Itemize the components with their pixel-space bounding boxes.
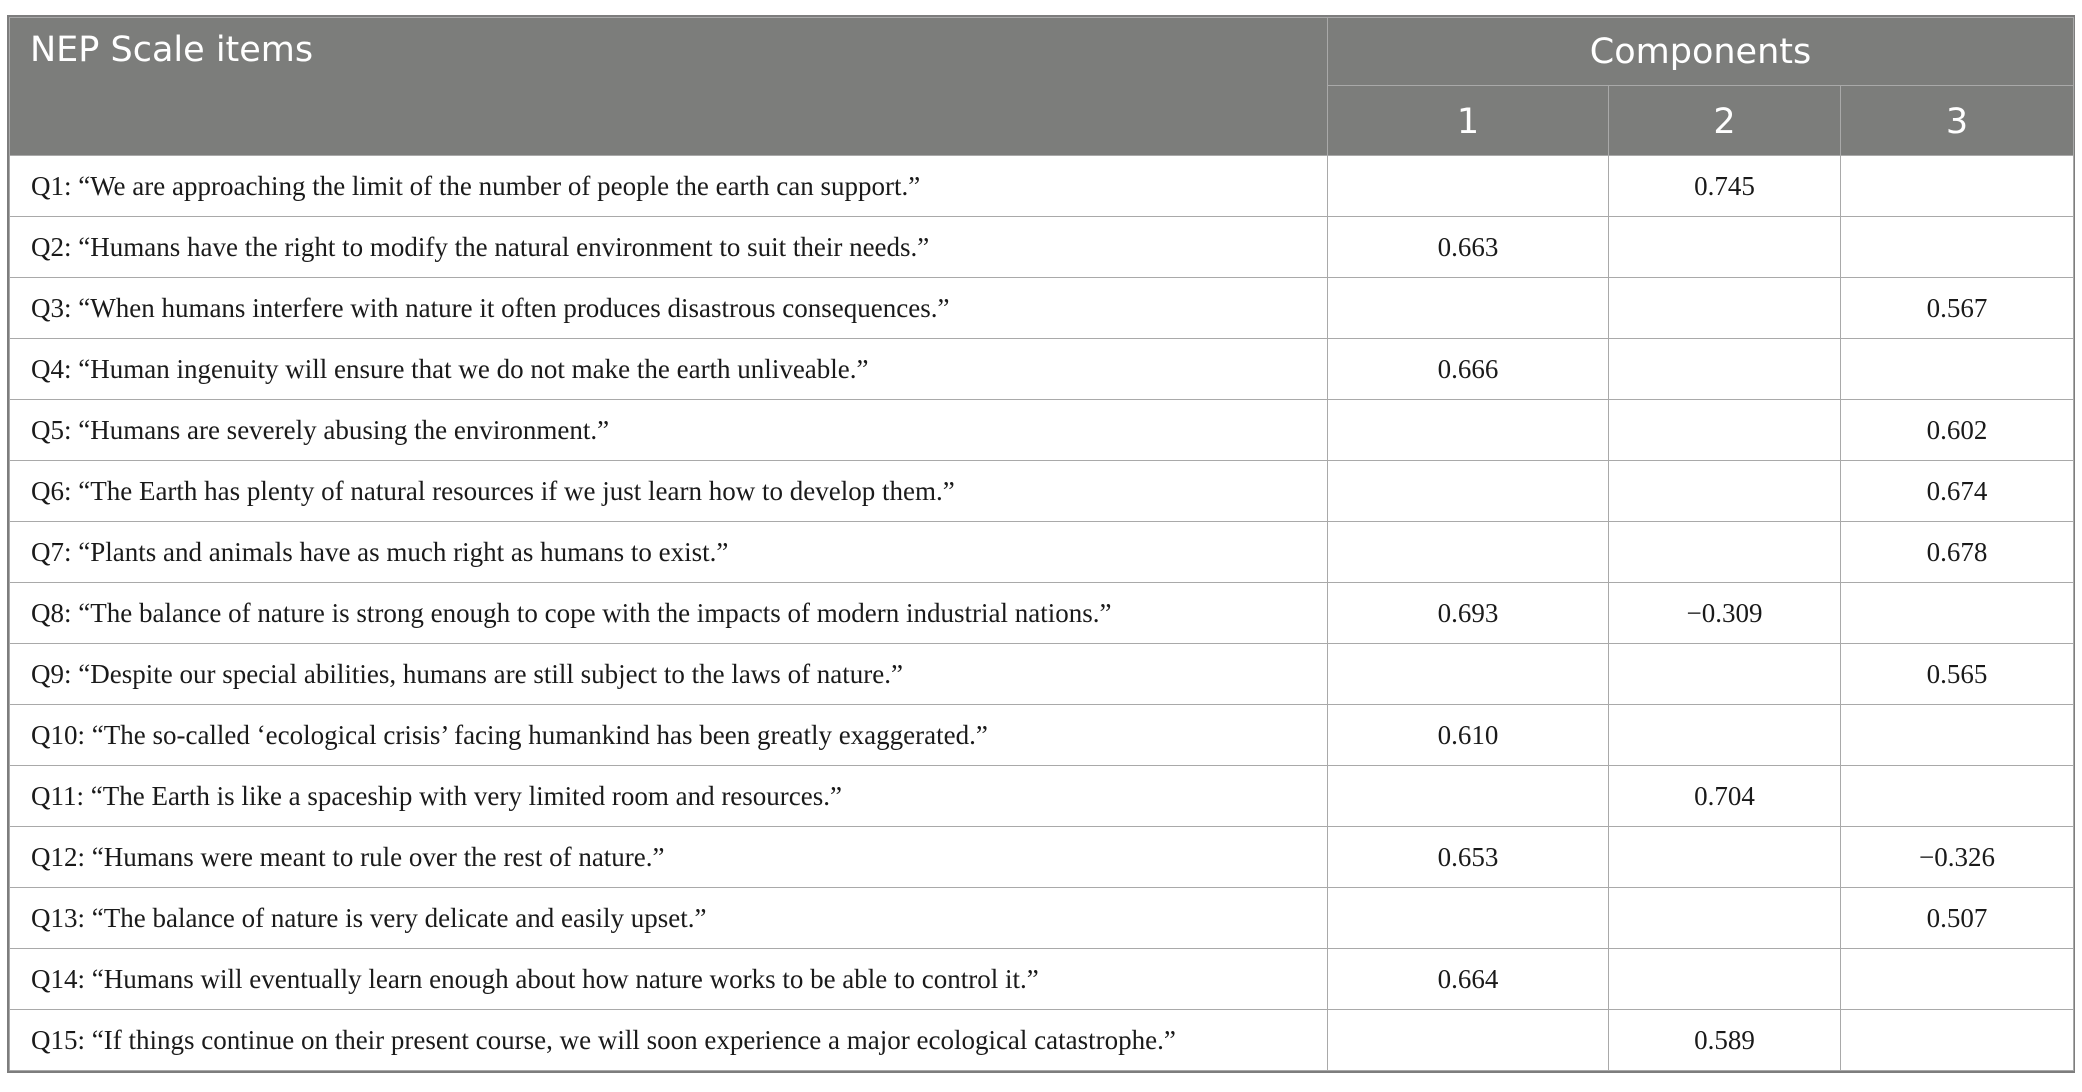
- loading-component-2: [1609, 278, 1841, 339]
- loading-component-2: [1609, 400, 1841, 461]
- loading-component-2: −0.309: [1609, 583, 1841, 644]
- loading-component-1: 0.610: [1328, 705, 1609, 766]
- nep-loadings-table-frame: [7, 15, 2075, 1073]
- item-text: Q2: “Humans have the right to modify the natural environment to suit their needs.”: [10, 217, 1328, 278]
- item-text: Q15: “If things continue on their present course, we will soon experience a major ecological catastrophe.”: [10, 1010, 1328, 1071]
- table-row: [10, 705, 2074, 766]
- table-row: [10, 400, 2074, 461]
- loading-component-2: 0.745: [1609, 156, 1841, 217]
- component-1-header: 1: [1328, 86, 1609, 156]
- loading-component-3: [1841, 217, 2074, 278]
- loading-component-1: [1328, 1010, 1609, 1071]
- loading-component-3: 0.602: [1841, 400, 2074, 461]
- loading-component-3: 0.507: [1841, 888, 2074, 949]
- item-text: Q11: “The Earth is like a spaceship with very limited room and resources.”: [10, 766, 1328, 827]
- component-3-header: 3: [1841, 86, 2074, 156]
- item-text: Q10: “The so-called ‘ecological crisis’ facing humankind has been greatly exaggerated.”: [10, 705, 1328, 766]
- loading-component-1: [1328, 278, 1609, 339]
- item-text: Q6: “The Earth has plenty of natural resources if we just learn how to develop them.”: [10, 461, 1328, 522]
- item-text: Q3: “When humans interfere with nature it often produces disastrous consequences.”: [10, 278, 1328, 339]
- loading-component-3: [1841, 583, 2074, 644]
- item-text: Q9: “Despite our special abilities, humans are still subject to the laws of nature.”: [10, 644, 1328, 705]
- loading-component-3: 0.674: [1841, 461, 2074, 522]
- loading-component-2: [1609, 949, 1841, 1010]
- table-header: [10, 18, 2074, 156]
- loading-component-2: [1609, 461, 1841, 522]
- component-2-header: 2: [1609, 86, 1841, 156]
- loading-component-1: [1328, 461, 1609, 522]
- loading-component-1: [1328, 156, 1609, 217]
- loading-component-2: [1609, 217, 1841, 278]
- loading-component-3: [1841, 766, 2074, 827]
- loading-component-3: 0.567: [1841, 278, 2074, 339]
- nep-loadings-table: [9, 17, 2074, 1071]
- table-body: [10, 156, 2074, 1071]
- table-row: [10, 461, 2074, 522]
- item-text: Q7: “Plants and animals have as much right as humans to exist.”: [10, 522, 1328, 583]
- loading-component-2: [1609, 339, 1841, 400]
- loading-component-1: 0.666: [1328, 339, 1609, 400]
- item-text: Q1: “We are approaching the limit of the number of people the earth can support.”: [10, 156, 1328, 217]
- loading-component-2: 0.589: [1609, 1010, 1841, 1071]
- loading-component-3: 0.565: [1841, 644, 2074, 705]
- loading-component-1: [1328, 888, 1609, 949]
- loading-component-1: 0.663: [1328, 217, 1609, 278]
- loading-component-2: [1609, 522, 1841, 583]
- item-text: Q13: “The balance of nature is very delicate and easily upset.”: [10, 888, 1328, 949]
- table-row: [10, 156, 2074, 217]
- table-row: [10, 583, 2074, 644]
- loading-component-3: [1841, 1010, 2074, 1071]
- loading-component-2: [1609, 644, 1841, 705]
- table-row: [10, 644, 2074, 705]
- loading-component-3: [1841, 156, 2074, 217]
- loading-component-1: 0.653: [1328, 827, 1609, 888]
- item-text: Q4: “Human ingenuity will ensure that we do not make the earth unliveable.”: [10, 339, 1328, 400]
- loading-component-1: [1328, 766, 1609, 827]
- loading-component-2: [1609, 827, 1841, 888]
- table-row: [10, 766, 2074, 827]
- loading-component-2: 0.704: [1609, 766, 1841, 827]
- loading-component-3: [1841, 705, 2074, 766]
- table-row: [10, 522, 2074, 583]
- loading-component-1: [1328, 400, 1609, 461]
- loading-component-1: [1328, 522, 1609, 583]
- item-text: Q5: “Humans are severely abusing the environment.”: [10, 400, 1328, 461]
- table-row: [10, 1010, 2074, 1071]
- loading-component-3: 0.678: [1841, 522, 2074, 583]
- item-text: Q12: “Humans were meant to rule over the rest of nature.”: [10, 827, 1328, 888]
- table-row: [10, 949, 2074, 1010]
- table-row: [10, 339, 2074, 400]
- loading-component-2: [1609, 705, 1841, 766]
- header-row-top: [10, 18, 2074, 86]
- loading-component-1: [1328, 644, 1609, 705]
- table-row: [10, 278, 2074, 339]
- loading-component-1: 0.693: [1328, 583, 1609, 644]
- table-row: [10, 827, 2074, 888]
- table-row: [10, 888, 2074, 949]
- loading-component-3: [1841, 339, 2074, 400]
- loading-component-1: 0.664: [1328, 949, 1609, 1010]
- loading-component-2: [1609, 888, 1841, 949]
- loading-component-3: −0.326: [1841, 827, 2074, 888]
- table-row: [10, 217, 2074, 278]
- items-column-header: NEP Scale items: [10, 18, 1328, 156]
- item-text: Q14: “Humans will eventually learn enough about how nature works to be able to control it.”: [10, 949, 1328, 1010]
- item-text: Q8: “The balance of nature is strong enough to cope with the impacts of modern industrial nations.”: [10, 583, 1328, 644]
- components-header: Components: [1328, 18, 2074, 86]
- loading-component-3: [1841, 949, 2074, 1010]
